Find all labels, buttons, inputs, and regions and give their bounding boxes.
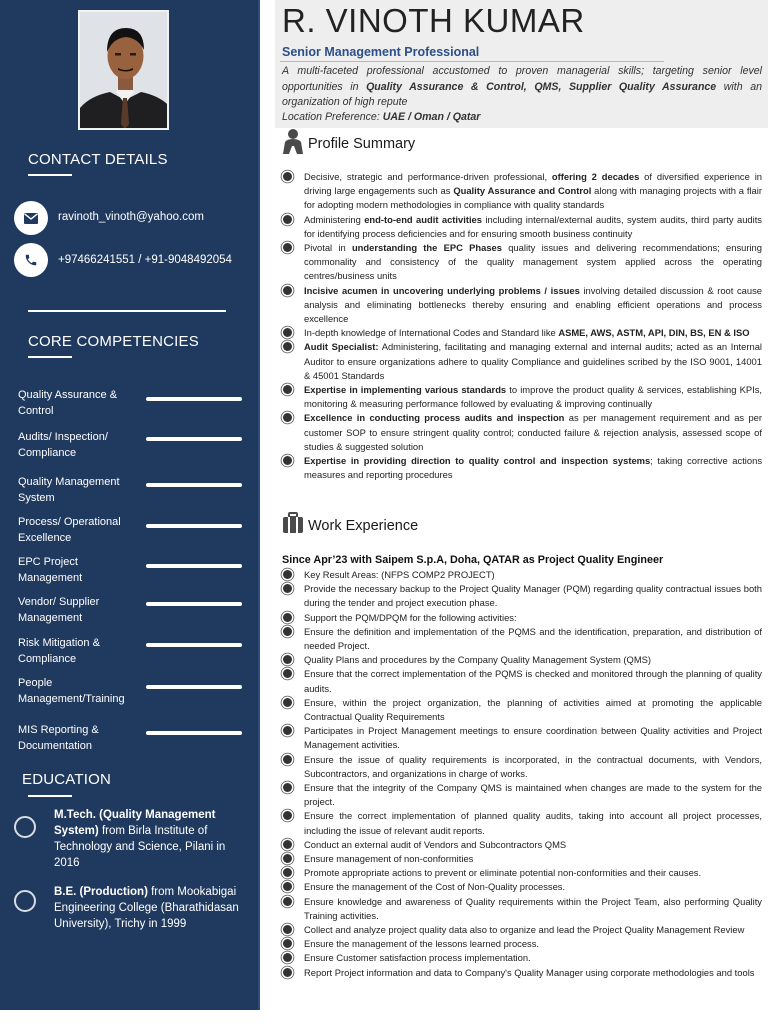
education-ring-icon (14, 890, 36, 912)
summary-part: with an organization of high repute (282, 80, 762, 108)
bullet-text: to improve the product quality & services, establishing KPIs, monitoring & measuring performance followed by evaluating & improving continually (304, 384, 762, 410)
work-bullet: Ensure the correct implementation of planned quality audits, taking into account all project processes, including the issue of relevant audit reports. (282, 809, 762, 837)
work-bullet: Conduct an external audit of Vendors and Subcontractors QMS (282, 838, 762, 852)
work-bullet: Report Project information and data to Company's Quality Manager using corporate methodologies and tools (282, 966, 762, 980)
education-heading: EDUCATION (22, 771, 112, 788)
phone-text[interactable]: +97466241551 / +91-9048492054 (58, 254, 232, 266)
profile-summary-heading (282, 128, 415, 159)
work-bullet: Key Result Areas: (NFPS COMP2 PROJECT) (282, 568, 762, 582)
competency-label: Process/ Operational Excellence (18, 516, 121, 544)
competency-item (18, 595, 248, 626)
header-summary (282, 64, 762, 111)
education-ring-icon (14, 816, 36, 838)
education-degree: B.E. (Production) (54, 886, 148, 898)
profile-bullet (282, 411, 762, 454)
education-heading-underline (28, 795, 72, 797)
work-bullet: Support the PQM/DPQM for the following activities: (282, 611, 762, 625)
profile-bullet (282, 326, 762, 340)
location-value: UAE / Oman / Qatar (382, 111, 481, 123)
bullet-text: In-depth knowledge of International Codes and Standard like (304, 327, 559, 339)
work-bullet: Ensure management of non-conformities (282, 852, 762, 866)
bullet-text: of diversified experience in driving large engagements such as (304, 171, 762, 197)
competency-bar (146, 643, 242, 647)
competency-bar (146, 685, 242, 689)
work-bullet: Ensure, within the project organization, the planning of activities aimed at promoting the applicable Contractual Quality Requirements (282, 696, 762, 724)
bullet-text: Administering, facilitating and managing external and internal audits; acted as an Internal Auditor to ensure organizations adhere to quality Compliance and guidelines scribed by the ISO 9001, 14001 & 45001 Standards (304, 341, 762, 381)
competency-item (18, 475, 248, 506)
sidebar (0, 0, 260, 1010)
competency-item (18, 388, 248, 419)
work-bullet: Ensure that the correct implementation of the PQMS is checked and monitored through the planning of quality audits. (282, 667, 762, 695)
work-bullet: Collect and analyze project quality data also to organize and lead the Project Quality Management Review (282, 923, 762, 937)
education-degree: M.Tech. (Quality Management System) (54, 809, 216, 837)
bullet-text-bold: ASME, AWS, ASTM, API, DIN, BS, EN & ISO (558, 327, 750, 339)
bullet-text-bold: Audit Specialist: (304, 341, 379, 353)
briefcase-icon (282, 512, 304, 539)
subtitle-divider (280, 61, 664, 62)
contact-heading: CONTACT DETAILS (28, 151, 168, 168)
profile-summary-list (282, 170, 762, 482)
email-icon (14, 201, 48, 235)
competency-label: Quality Management System (18, 476, 120, 504)
bullet-text: ; taking corrective actions measures and reporting procedures (304, 455, 763, 481)
competency-bar (146, 602, 242, 606)
profile-photo (78, 10, 169, 130)
competency-item (18, 723, 248, 754)
competency-label: EPC Project Management (18, 556, 83, 584)
location-preference (282, 111, 480, 123)
competency-item (18, 636, 248, 667)
contact-heading-underline (28, 174, 72, 176)
profile-bullet (282, 170, 762, 213)
competency-bar (146, 483, 242, 487)
competency-label: Risk Mitigation & Compliance (18, 637, 100, 665)
job-title: Since Apr’23 with Saipem S.p.A, Doha, QATAR as Project Quality Engineer (282, 554, 664, 566)
work-bullet: Participates in Project Management meetings to ensure coordination between Quality activities and Project Management activities. (282, 724, 762, 752)
bullet-text: quality issues and delivering recommendations; ensuring commonality and consistency of the quality management system applied across the operating centres/business units (304, 242, 762, 282)
bullet-text-bold: offering 2 decades (551, 171, 640, 182)
competency-item (18, 515, 248, 546)
work-bullet: Promote appropriate actions to prevent or eliminate potential non-conformities and their causes. (282, 866, 762, 880)
work-bullet: Ensure the definition and implementation of the PQMS and the identification, preparation, and distribution of needed Project. (282, 625, 762, 653)
competency-label: MIS Reporting & Documentation (18, 724, 99, 752)
competencies-heading: CORE COMPETENCIES (28, 333, 199, 350)
competency-bar (146, 524, 242, 528)
competency-item (18, 555, 248, 586)
email-text[interactable]: ravinoth_vinoth@yahoo.com (58, 211, 204, 223)
competency-item (18, 676, 248, 707)
work-bullet: Ensure Customer satisfaction process implementation. (282, 951, 762, 965)
candidate-name: R. VINOTH KUMAR (282, 2, 585, 39)
bullet-text-bold: end-to-end audit activities (364, 213, 482, 225)
candidate-subtitle: Senior Management Professional (282, 45, 480, 59)
work-bullet: Ensure the issue of quality requirements is incorporated, in the contractual documents, with Vendors, Subcontractors, and organizations in charge of works. (282, 753, 762, 781)
profile-bullet (282, 284, 762, 327)
summary-part: A multi-faceted professional accustomed to proven managerial skills; targeting senior level opportunities in (282, 65, 762, 93)
profile-bullet (282, 454, 762, 482)
work-bullet: Provide the necessary backup to the Project Quality Manager (PQM) regarding quality contractual issues both during the tender and project execution phase. (282, 582, 762, 610)
profile-bullet (282, 241, 762, 284)
work-bullet: Ensure that the integrity of the Company QMS is maintained when changes are made to the system for the project. (282, 781, 762, 809)
profile-bullet (282, 213, 762, 241)
bullet-text-bold: Incisive acumen in uncovering underlying problems / issues (304, 284, 580, 296)
work-experience-list (282, 568, 762, 980)
bullet-text-bold: Expertise in implementing various standards (304, 384, 507, 396)
competency-bar (146, 564, 242, 568)
person-icon (282, 128, 304, 159)
location-label: Location Preference: (282, 111, 383, 123)
education-institution: from Mookabigai Engineering College (Bharathidasan University), Trichy in 1999 (54, 886, 239, 930)
bullet-text: involving detailed discussion & root cause analysis and eliminating bottlenecks thereby ensuring and enabling efficient operations and process excellence (304, 284, 762, 325)
competency-label: Quality Assurance & Control (18, 389, 118, 417)
bullet-text-bold: understanding the EPC Phases (351, 242, 502, 254)
bullet-text-bold: Excellence in conducting process audits and inspection (304, 412, 565, 424)
competency-label: Audits/ Inspection/ Compliance (18, 431, 108, 459)
phone-icon (14, 243, 48, 277)
competency-label: People Management/Training (18, 677, 125, 705)
work-experience-heading (282, 512, 418, 539)
bullet-text: Pivotal in (304, 242, 352, 254)
work-experience-title: Work Experience (308, 517, 419, 534)
summary-part-bold: Quality Assurance & Control, QMS, Supplier Quality Assurance (366, 80, 717, 93)
competency-label: Vendor/ Supplier Management (18, 596, 100, 624)
competency-bar (146, 731, 242, 735)
education-institution: from Birla Institute of Technology and Science, Pilani in 2016 (54, 825, 226, 869)
work-bullet: Quality Plans and procedures by the Company Quality Management System (QMS) (282, 653, 762, 667)
bullet-text: along with managing projects with a flair for adopting modern methodologies in compliance with quality standards (304, 185, 762, 211)
competencies-heading-underline (28, 356, 72, 358)
sidebar-divider (28, 310, 226, 312)
profile-bullet (282, 340, 762, 383)
competency-item (18, 430, 248, 461)
competency-bar (146, 437, 242, 441)
competency-bar (146, 397, 242, 401)
bullet-text: Decisive, strategic and performance-driven professional, (304, 171, 552, 182)
bullet-text-bold: Quality Assurance and Control (453, 185, 592, 197)
profile-bullet (282, 383, 762, 411)
work-bullet: Ensure the management of the Cost of Non-Quality processes. (282, 880, 762, 894)
work-bullet: Ensure the management of the lessons learned process. (282, 937, 762, 951)
bullet-text: as per management requirement and as per customer SOP to ensure stringent quality control; conducted failure & rejection analysis, assessed scope of studies & suggested solution (304, 412, 762, 452)
bullet-text: Administering (304, 213, 365, 225)
bullet-text-bold: Expertise in providing direction to quality control and inspection systems (304, 455, 651, 467)
bullet-text: including internal/external audits, system audits, third party audits for identifying process deficiencies and for ensuring smooth business continuity (304, 213, 762, 239)
work-bullet: Ensure knowledge and awareness of Quality requirements within the Project Team, also performing Quality Training activities. (282, 895, 762, 923)
profile-summary-title: Profile Summary (308, 135, 416, 152)
